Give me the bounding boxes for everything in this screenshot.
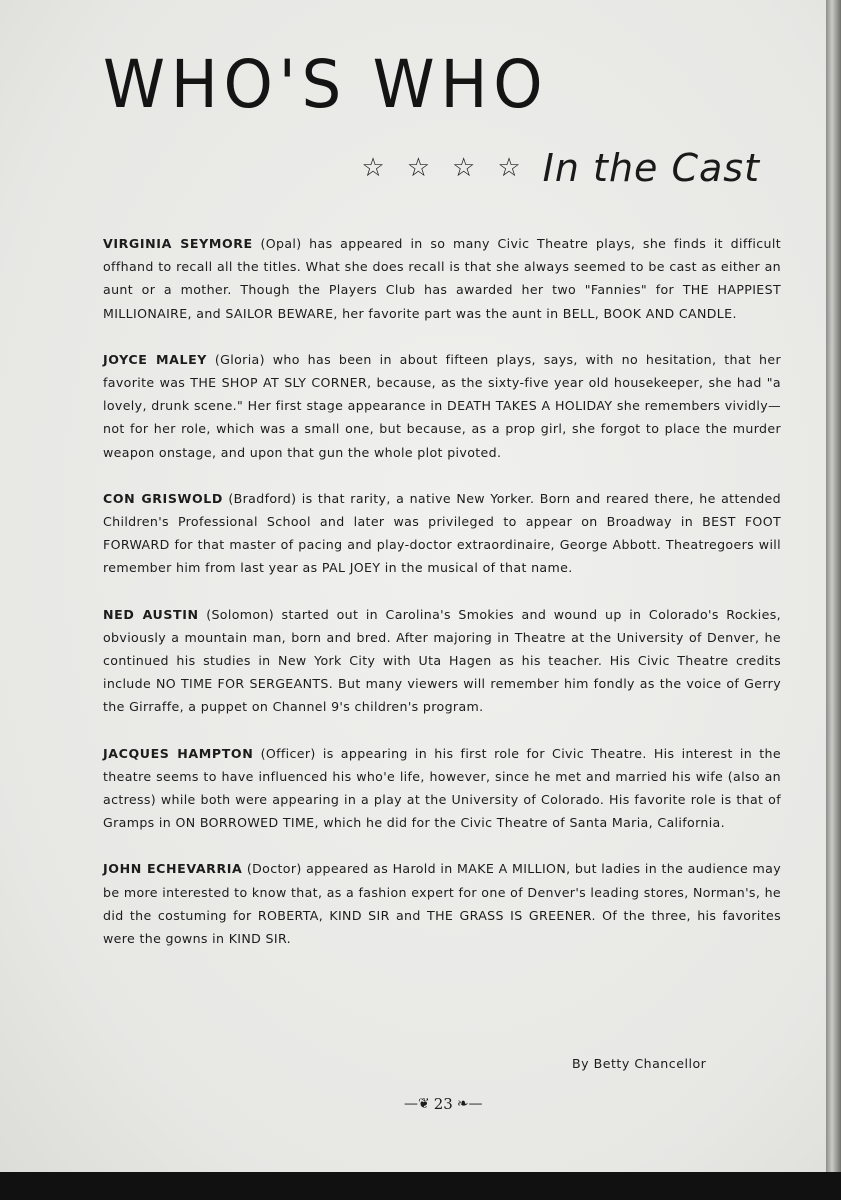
cast-member-name: JOHN ECHEVARRIA bbox=[103, 861, 243, 877]
cast-bio bbox=[103, 742, 781, 835]
cast-bio bbox=[103, 232, 781, 325]
cast-bio-text: (Gloria) who has been in about fifteen plays, says, with no hesitation, that her favorite was THE SHOP AT SLY CORNER, because, as the sixty-five year old housekeeper, she had "a lovely, drunk scene." Her first stage appearance in DEATH TAKES A HOLIDAY she remembers vividly—not for her role, which was a small one, but because, as a prop girl, she forgot to place the murder weapon onstage, and upon that gun the whole plot pivoted. bbox=[103, 351, 782, 460]
cast-member-name: JACQUES HAMPTON bbox=[103, 745, 254, 761]
author-byline: By Betty Chancellor bbox=[572, 1056, 707, 1071]
next-page-edge bbox=[826, 0, 841, 1172]
cast-bio-text: (Solomon) started out in Carolina's Smokies and wound up in Colorado's Rockies, obviously a mountain man, born and bred. After majoring in Theatre at the University of Denver, he continued his studies in New York City with Uta Hagen as his teacher. His Civic Theatre credits include NO TIME FOR SERGEANTS. But many viewers will remember him fondly as the voice of Gerry the Girraffe, a puppet on Channel 9's children's program. bbox=[103, 606, 782, 715]
ornament-left-icon: —❦ bbox=[404, 1096, 430, 1112]
cast-member-name: VIRGINIA SEYMORE bbox=[103, 236, 253, 251]
cast-bio bbox=[103, 348, 781, 464]
cast-bio bbox=[103, 603, 781, 719]
cast-bio bbox=[103, 857, 781, 950]
star-row bbox=[361, 155, 520, 181]
cast-bio-text: (Bradford) is that rarity, a native New Yorker. Born and reared there, he attended Children's Professional School and later was privileged to appear on Broadway in BEST FOOT FORWARD for that master of pacing and play-doctor extraordinaire, George Abbott. Theatregoers will remember him from last year as PAL JOEY in the musical of that name. bbox=[103, 490, 781, 576]
star-icon: ☆ bbox=[452, 153, 476, 183]
scan-border bbox=[0, 1172, 841, 1200]
cast-bio-text: (Doctor) appeared as Harold in MAKE A MILLION, but ladies in the audience may be more interested to know that, as a fashion expert for one of Denver's leading stores, Norman's, he did the costuming for ROBERTA, KIND SIR and THE GRASS IS GREENER. Of the three, his favorites were the gowns in KIND SIR. bbox=[103, 861, 781, 947]
cast-bios bbox=[103, 232, 781, 973]
cast-bio-text: (Officer) is appearing in his first role for Civic Theatre. His interest in the theatre seems to have influenced his who'e life, however, since he met and married his wife (also an actress) while both were appearing in a play at the University of Colorado. His favorite role is that of Gramps in ON BORROWED TIME, which he did for the Civic Theatre of Santa Maria, California. bbox=[103, 745, 781, 831]
cast-member-name: CON GRISWOLD bbox=[103, 490, 223, 506]
ornament-right-icon: ❧— bbox=[456, 1096, 483, 1112]
cast-member-name: NED AUSTIN bbox=[103, 606, 199, 622]
page-number: 23 bbox=[433, 1095, 453, 1113]
page-subtitle: In the Cast bbox=[542, 146, 760, 190]
star-icon: ☆ bbox=[361, 153, 385, 183]
page-title: WHO'S WHO bbox=[103, 46, 549, 123]
cast-bio-text: (Opal) has appeared in so many Civic Theatre plays, she finds it difficult offhand to recall all the titles. What she does recall is that she always seemed to be cast as either an aunt or a mother. Though the Players Club has awarded her two "Fannies" for THE HAPPIEST MILLIONAIRE, and SAILOR BEWARE, her favorite part was the aunt in BELL, BOOK AND CANDLE. bbox=[103, 236, 781, 321]
star-icon: ☆ bbox=[406, 153, 431, 183]
subtitle-row bbox=[361, 146, 760, 190]
cast-bio bbox=[103, 487, 781, 580]
star-icon: ☆ bbox=[497, 153, 521, 183]
page-footer bbox=[404, 1095, 483, 1113]
cast-member-name: JOYCE MALEY bbox=[103, 351, 207, 367]
